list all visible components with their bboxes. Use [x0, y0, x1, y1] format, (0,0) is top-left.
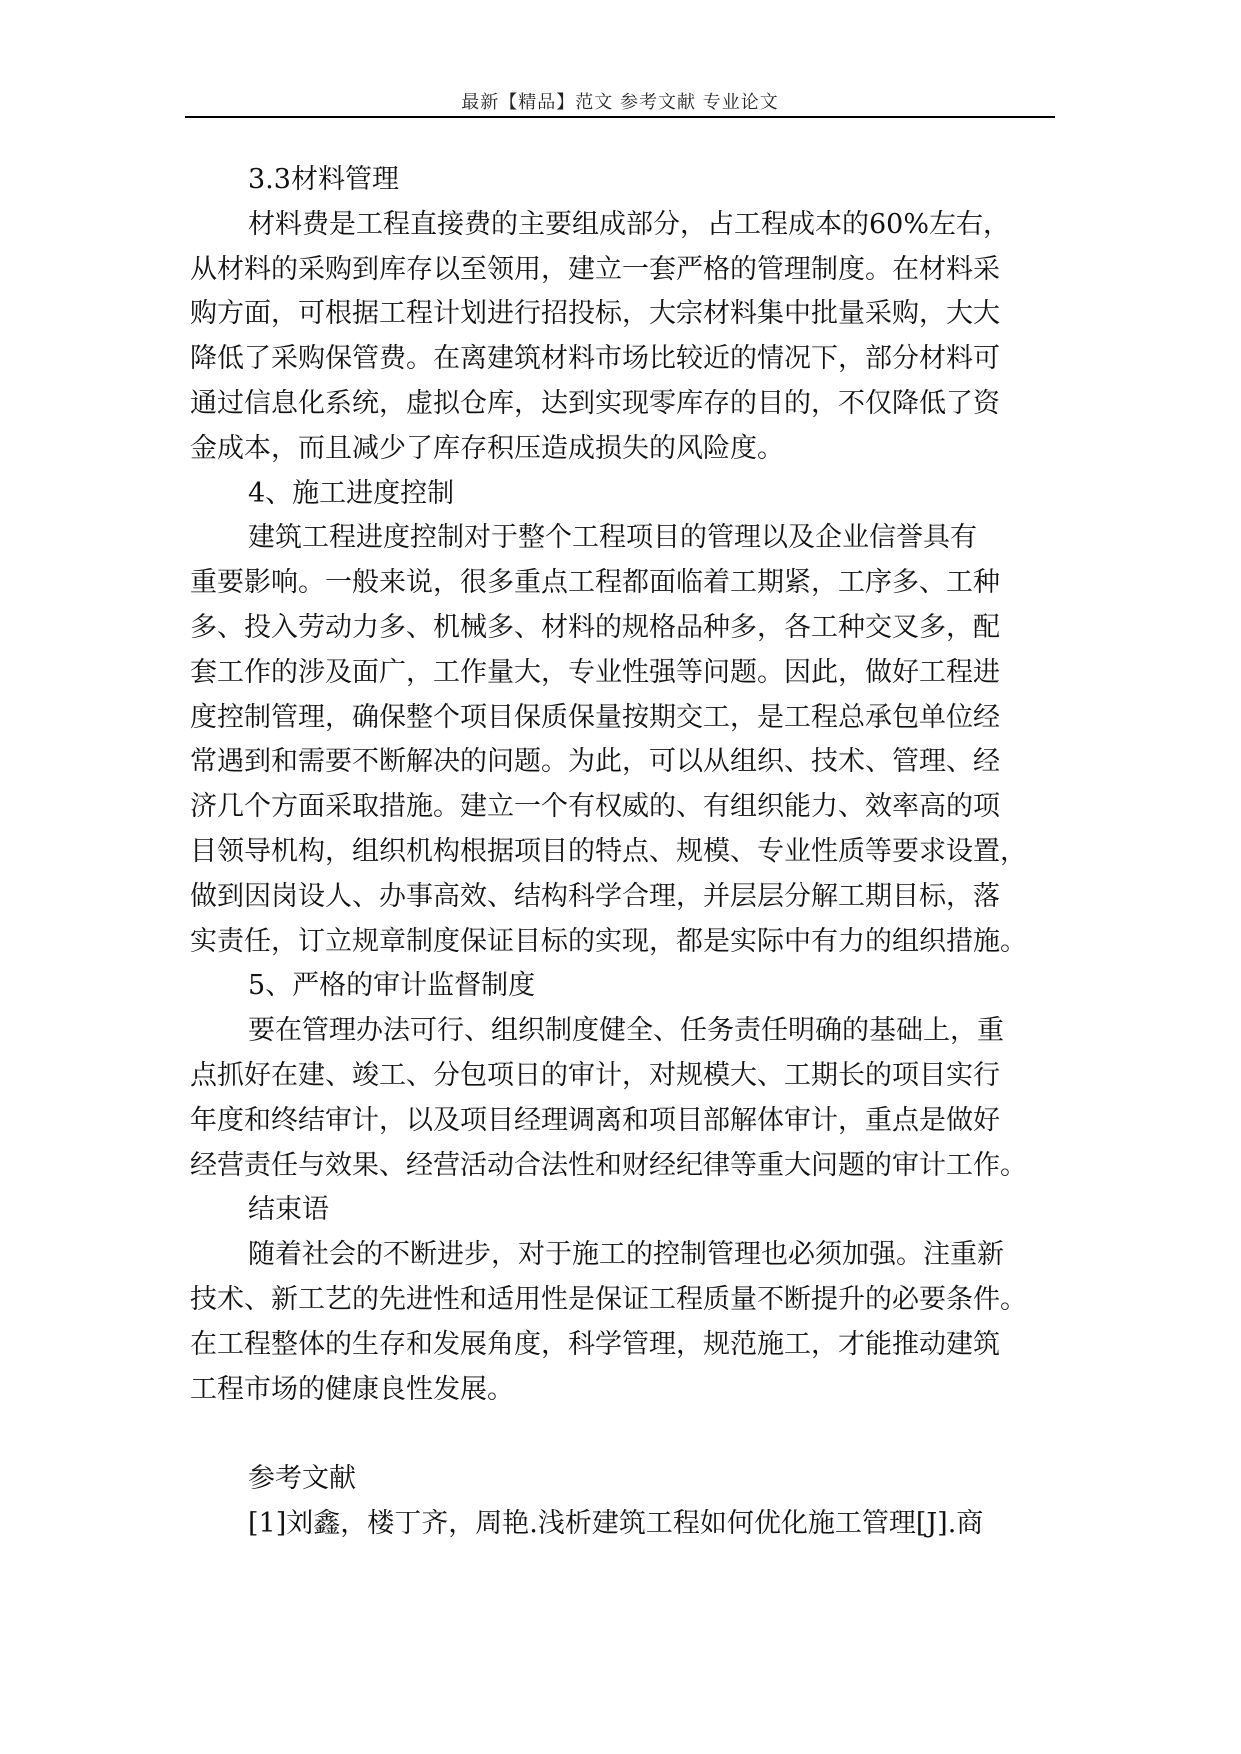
header-rule — [185, 116, 1055, 118]
paragraph-line: 建筑工程进度控制对于整个工程项目的管理以及企业信誉具有 — [248, 522, 977, 554]
paragraph-line: 点抓好在建、竣工、分包项日的审计，对规模大、工期长的项目实行 — [190, 1059, 1000, 1091]
paragraph-line: 技术、新工艺的先进性和适用性是保证工程质量不断提升的必要条件。 — [190, 1283, 1027, 1315]
section-heading-schedule-control: 4、施工进度控制 — [248, 477, 455, 509]
paragraph-line: 材料费是工程直接费的主要组成部分，占工程成本的60%左右， — [248, 208, 1011, 240]
paragraph-line: 降低了采购保管费。在离建筑材料市场比较近的情况下，部分材料可 — [190, 343, 1000, 375]
paragraph-line: 在工程整体的生存和发展角度，科学管理，规范施工，才能推动建筑 — [190, 1328, 1000, 1360]
paragraph-line: 济几个方面采取措施。建立一个有权威的、有组织能力、效率高的项 — [190, 791, 1000, 823]
section-heading-audit-supervision: 5、严格的审计监督制度 — [248, 970, 536, 1002]
paragraph-line: 金成本，而且减少了库存积压造成损失的风险度。 — [190, 432, 784, 464]
reference-entry: [1]刘鑫，楼丁齐，周艳.浅析建筑工程如何优化施工管理[J].商 — [248, 1507, 984, 1539]
paragraph-line: 从材料的采购到库存以至领用，建立一套严格的管理制度。在材料采 — [190, 253, 1000, 285]
paragraph-line: 通过信息化系统，虚拟仓库，达到实现零库存的目的，不仅降低了资 — [190, 387, 1000, 419]
paragraph-line: 做到因岗设人、办事高效、结构科学合理，并层层分解工期目标，落 — [190, 880, 1000, 912]
paragraph-line: 随着社会的不断进步，对于施工的控制管理也必须加强。注重新 — [248, 1239, 1004, 1271]
document-body — [190, 158, 1060, 1547]
paragraph-line: 常遇到和需要不断解决的问题。为此，可以从组织、技术、管理、经 — [190, 746, 1000, 778]
paragraph-line: 年度和终结审计，以及项目经理调离和项目部解体审计，重点是做好 — [190, 1104, 1000, 1136]
blank-line — [190, 1412, 1060, 1457]
paragraph-line: 经营责任与效果、经营活动合法性和财经纪律等重大问题的审计工作。 — [190, 1149, 1027, 1181]
paragraph-line: 实责任，订立规章制度保证目标的实现，都是实际中有力的组织措施。 — [190, 925, 1027, 957]
section-heading-material-management: 3.3材料管理 — [248, 164, 399, 195]
paragraph-line: 重要影响。一般来说，很多重点工程都面临着工期紧，工序多、工种 — [190, 567, 1000, 599]
page-header: 最新【精品】范文 参考文献 专业论文 — [461, 92, 779, 113]
paragraph-line: 工程市场的健康良性发展。 — [190, 1373, 514, 1405]
section-heading-references: 参考文献 — [248, 1463, 356, 1495]
paragraph-line: 目领导机构，组织机构根据项目的特点、规模、专业性质等要求设置， — [190, 835, 1027, 867]
paragraph-line: 套工作的涉及面广，工作量大，专业性强等问题。因此，做好工程进 — [190, 656, 1000, 688]
paragraph-line: 多、投入劳动力多、机械多、材料的规格品种多，各工种交叉多，配 — [190, 611, 1000, 643]
paragraph-line: 要在管理办法可行、组织制度健全、任务责任明确的基础上，重 — [248, 1015, 1004, 1047]
paragraph-line: 度控制管理，确保整个项目保质保量按期交工，是工程总承包单位经 — [190, 701, 1000, 733]
paragraph-line: 购方面，可根据工程计划进行招投标，大宗材料集中批量采购，大大 — [190, 298, 1000, 330]
section-heading-conclusion: 结束语 — [248, 1194, 329, 1226]
